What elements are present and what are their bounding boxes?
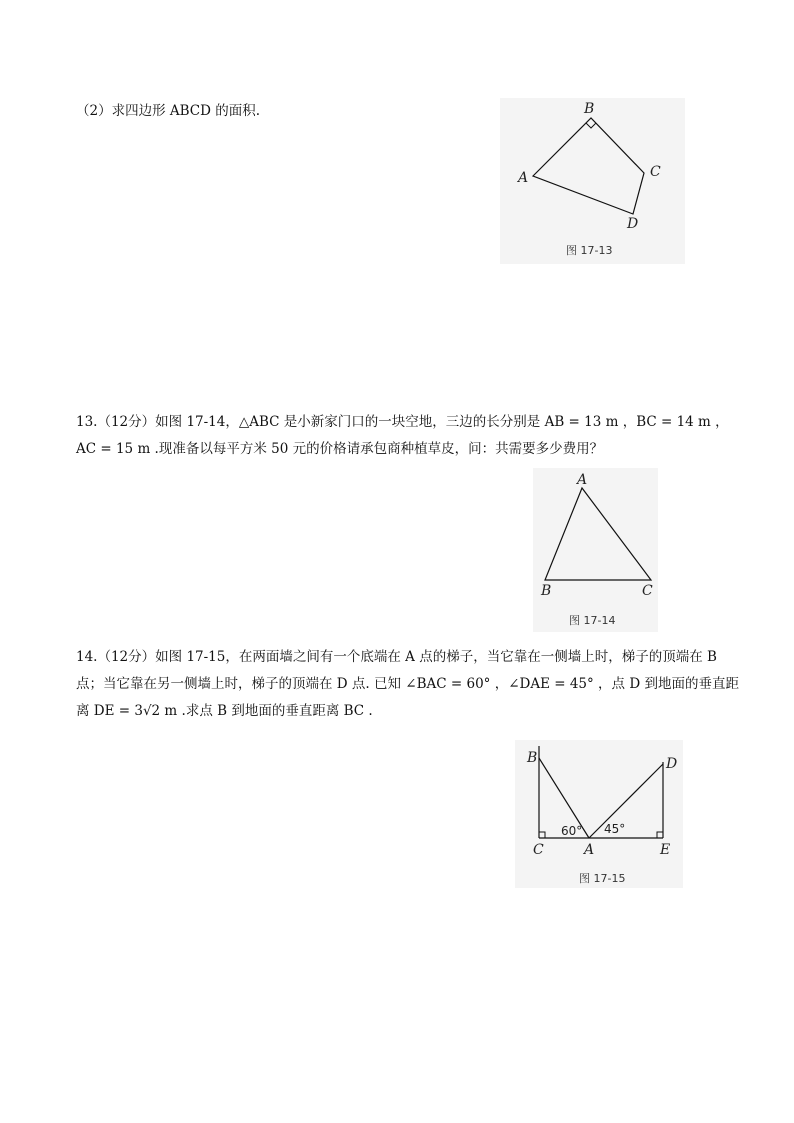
q14-line2: 点；当它靠在另一侧墙上时，梯子的顶端在 D 点. 已知 ∠BAC = 60° ，∠DAE = 45° ，点 D 到地面的垂直距 [76, 676, 739, 692]
label-c: C [642, 583, 653, 599]
right-angle-mark-c [539, 832, 545, 838]
q13-line1: 13.（12分）如图 17-14，△ABC 是小新家门口的一块空地，三边的长分别是 AB = 13 m ，BC = 14 m ， [76, 414, 729, 430]
label-b: B [541, 583, 552, 599]
quadrilateral-abcd [533, 118, 644, 214]
angle-bac-label: 60° [561, 824, 583, 838]
label-a: A [518, 170, 529, 186]
figure-caption: 图 17-14 [569, 614, 616, 627]
q14-line3: 离 DE = 3√2 m .求点 B 到地面的垂直距离 BC . [76, 703, 373, 719]
figure-caption: 图 17-13 [566, 244, 613, 257]
label-a: A [584, 842, 595, 858]
triangle-abc [545, 488, 651, 580]
q13-line2: AC = 15 m .现准备以每平方米 50 元的价格请承包商种植草皮，问：共需要多少费用？ [76, 441, 604, 457]
label-b: B [584, 101, 595, 117]
right-angle-mark-b [586, 123, 596, 128]
label-a: A [577, 472, 588, 488]
q12-part2-text: （2）求四边形 ABCD 的面积. [76, 103, 261, 119]
figure-17-15 [515, 740, 683, 888]
ladder-ad [589, 764, 663, 838]
angle-dae-label: 45° [604, 822, 626, 836]
figure-17-13 [500, 98, 685, 264]
ladder-between-walls-diagram [515, 740, 683, 888]
label-d: D [666, 756, 678, 772]
label-d: D [627, 216, 639, 232]
right-angle-mark-e [657, 832, 663, 838]
figure-caption: 图 17-15 [579, 872, 626, 885]
label-c: C [533, 842, 544, 858]
triangle-abc-diagram [533, 468, 658, 632]
figure-17-14 [533, 468, 658, 632]
label-e: E [660, 842, 671, 858]
label-b: B [527, 750, 538, 766]
label-c: C [650, 164, 661, 180]
quadrilateral-abcd-diagram [500, 98, 685, 264]
q14-line1: 14.（12分）如图 17-15，在两面墙之间有一个底端在 A 点的梯子，当它靠在一侧墙上时，梯子的顶端在 B [76, 649, 717, 665]
